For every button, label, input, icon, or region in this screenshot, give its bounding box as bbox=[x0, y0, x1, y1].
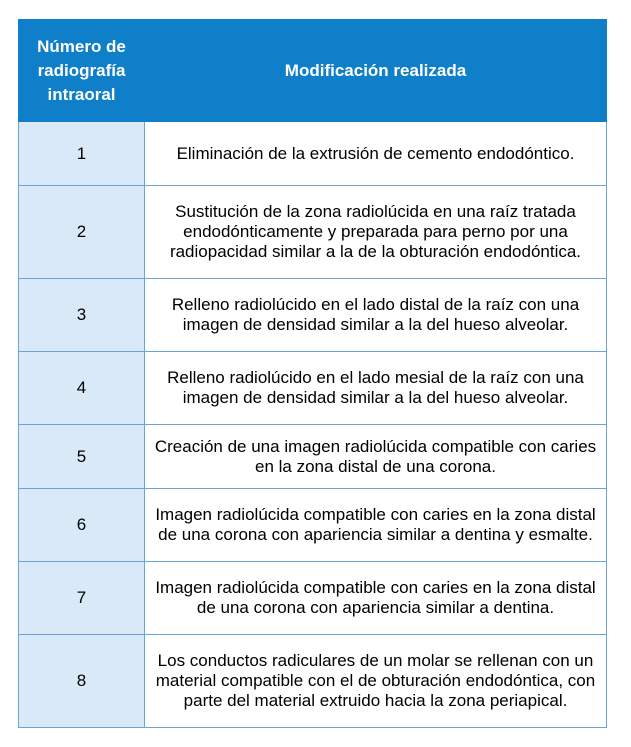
modification-cell: Relleno radiolúcido en el lado mesial de la raíz con una imagen de densidad similar a la del hueso alveolar. bbox=[145, 352, 607, 425]
radiograph-number-cell: 4 bbox=[19, 352, 145, 425]
table-row bbox=[19, 352, 607, 425]
modification-cell: Relleno radiolúcido en el lado distal de la raíz con una imagen de densidad similar a la del hueso alveolar. bbox=[145, 279, 607, 352]
table-row bbox=[19, 279, 607, 352]
table-row bbox=[19, 186, 607, 279]
modification-cell: Eliminación de la extrusión de cemento endodóntico. bbox=[145, 122, 607, 186]
header-radiograph-number: Número de radiografía intraoral bbox=[19, 20, 145, 122]
modification-cell: Sustitución de la zona radiolúcida en una raíz tratada endodónticamente y preparada para perno por una radiopacidad similar a la de la obturación endodóntica. bbox=[145, 186, 607, 279]
header-modification: Modificación realizada bbox=[145, 20, 607, 122]
table-row bbox=[19, 562, 607, 635]
table-row bbox=[19, 122, 607, 186]
radiograph-number-cell: 6 bbox=[19, 489, 145, 562]
radiograph-number-cell: 2 bbox=[19, 186, 145, 279]
radiograph-number-cell: 5 bbox=[19, 425, 145, 489]
modifications-table bbox=[18, 19, 607, 728]
radiograph-number-cell: 8 bbox=[19, 635, 145, 728]
table-header-row bbox=[19, 20, 607, 122]
modification-cell: Creación de una imagen radiolúcida compatible con caries en la zona distal de una corona. bbox=[145, 425, 607, 489]
modification-cell: Imagen radiolúcida compatible con caries en la zona distal de una corona con apariencia similar a dentina. bbox=[145, 562, 607, 635]
table-row bbox=[19, 489, 607, 562]
table-row bbox=[19, 425, 607, 489]
modification-cell: Los conductos radiculares de un molar se rellenan con un material compatible con el de obturación endodóntica, con parte del material extruido hacia la zona periapical. bbox=[145, 635, 607, 728]
radiograph-number-cell: 3 bbox=[19, 279, 145, 352]
modification-cell: Imagen radiolúcida compatible con caries en la zona distal de una corona con apariencia similar a dentina y esmalte. bbox=[145, 489, 607, 562]
radiograph-number-cell: 7 bbox=[19, 562, 145, 635]
radiograph-number-cell: 1 bbox=[19, 122, 145, 186]
table-row bbox=[19, 635, 607, 728]
